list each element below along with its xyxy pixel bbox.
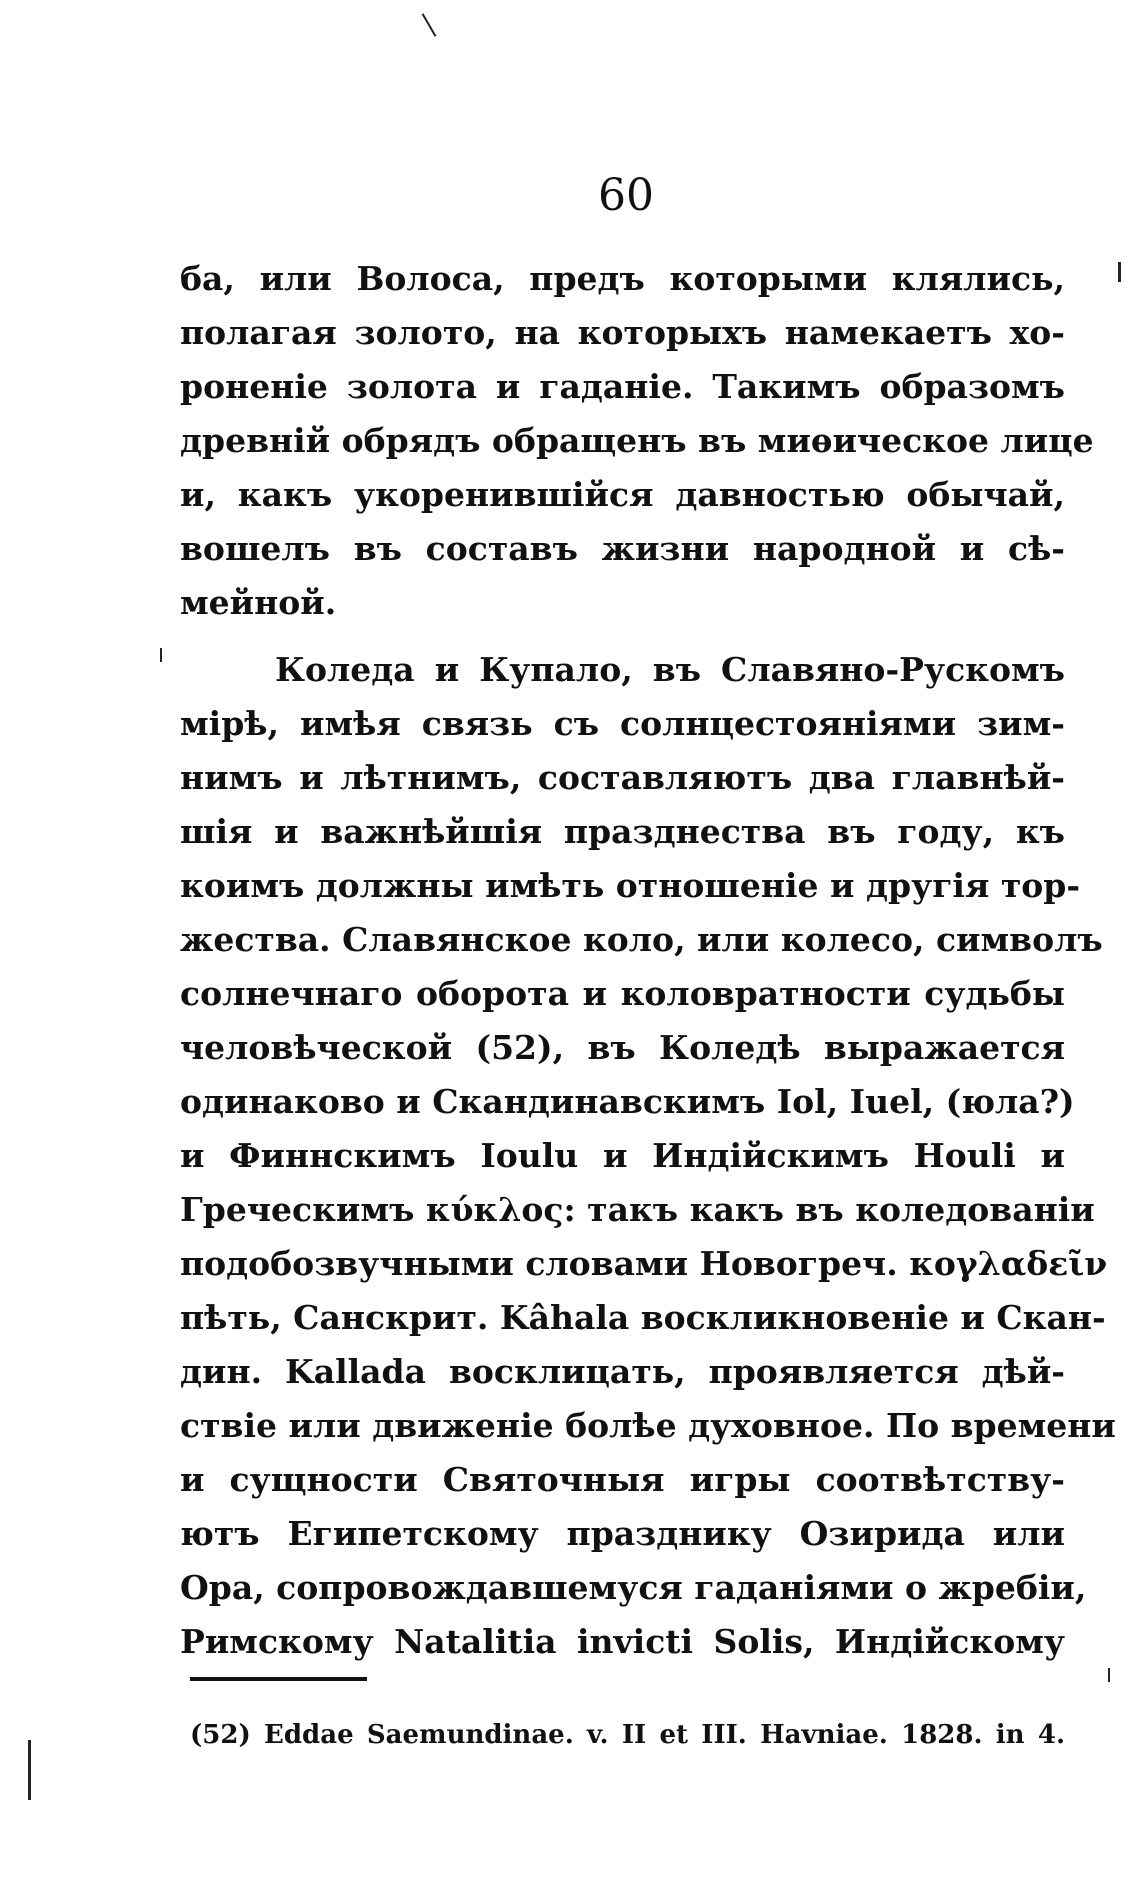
text-line: вошелъ въ составъ жизни народной и сѣ- — [180, 529, 1065, 568]
text-line: жества. Славянское коло, или колесо, символъ — [180, 920, 1103, 959]
text-line: Коледа и Купало, въ Славяно-Рускомъ — [275, 650, 1065, 689]
text-line: ба, или Волоса, предъ которыми клялись, — [180, 259, 1065, 298]
scan-speck — [1108, 1668, 1110, 1682]
footnote-divider — [190, 1677, 367, 1681]
text-line: древній обрядъ обращенъ въ миѳическое лице — [180, 421, 1094, 460]
text-line: нимъ и лѣтнимъ, составляютъ два главнѣй- — [180, 758, 1065, 797]
text-line: и сущности Святочныя игры соотвѣтству- — [180, 1460, 1065, 1499]
text-line: одинаково и Скандинавскимъ Iol, Iuel, (юла?) — [180, 1082, 1075, 1121]
text-line: мейной. — [180, 583, 337, 622]
text-line: дин. Kallada восклицать, проявляется дѣй- — [180, 1352, 1065, 1391]
text-line: Ора, сопровождавшемуся гаданіями о жребіи, — [180, 1568, 1087, 1607]
text-line: мірѣ, имѣя связь съ солнцестояніями зим- — [180, 704, 1065, 743]
scan-speck — [28, 1740, 31, 1800]
text-line: шія и важнѣйшія празднества въ году, къ — [180, 812, 1065, 851]
paragraph-1 — [180, 252, 1094, 630]
paragraph-2 — [180, 643, 1116, 1669]
text-line: подобозвучными словами Новогреч. κογλαδεῖν — [180, 1244, 1108, 1283]
scan-speck — [1118, 262, 1121, 282]
text-line: полагая золото, на которыхъ намекаетъ хо- — [180, 313, 1065, 352]
scan-speck — [422, 13, 437, 37]
text-line: пѣть, Санскрит. Kâhala воскликновеніе и Скан- — [180, 1298, 1106, 1337]
text-line: ствіе или движеніе болѣе духовное. По времени — [180, 1406, 1116, 1445]
text-line: и Финнскимъ Ioulu и Индійскимъ Houli и — [180, 1136, 1065, 1175]
text-line: солнечнаго оборота и коловратности судьбы — [180, 974, 1065, 1013]
text-line: человѣческой (52), въ Коледѣ выражается — [180, 1028, 1065, 1067]
text-line: Римскому Natalitia invicti Solis, Индійскому — [180, 1622, 1065, 1661]
footnote: (52) Eddae Saemundinae. v. II et III. Havniae. 1828. in 4. — [190, 1720, 1065, 1750]
text-line: Греческимъ κύκλος: такъ какъ въ коледованіи — [180, 1190, 1095, 1229]
page-number: 60 — [598, 170, 654, 221]
text-line: коимъ должны имѣть отношеніе и другія тор- — [180, 866, 1081, 905]
scan-speck — [160, 648, 162, 662]
text-line: роненіе золота и гаданіе. Такимъ образомъ — [180, 367, 1065, 406]
text-line: и, какъ укоренившійся давностью обычай, — [180, 475, 1065, 514]
text-line: ютъ Египетскому празднику Озирида или — [180, 1514, 1065, 1553]
